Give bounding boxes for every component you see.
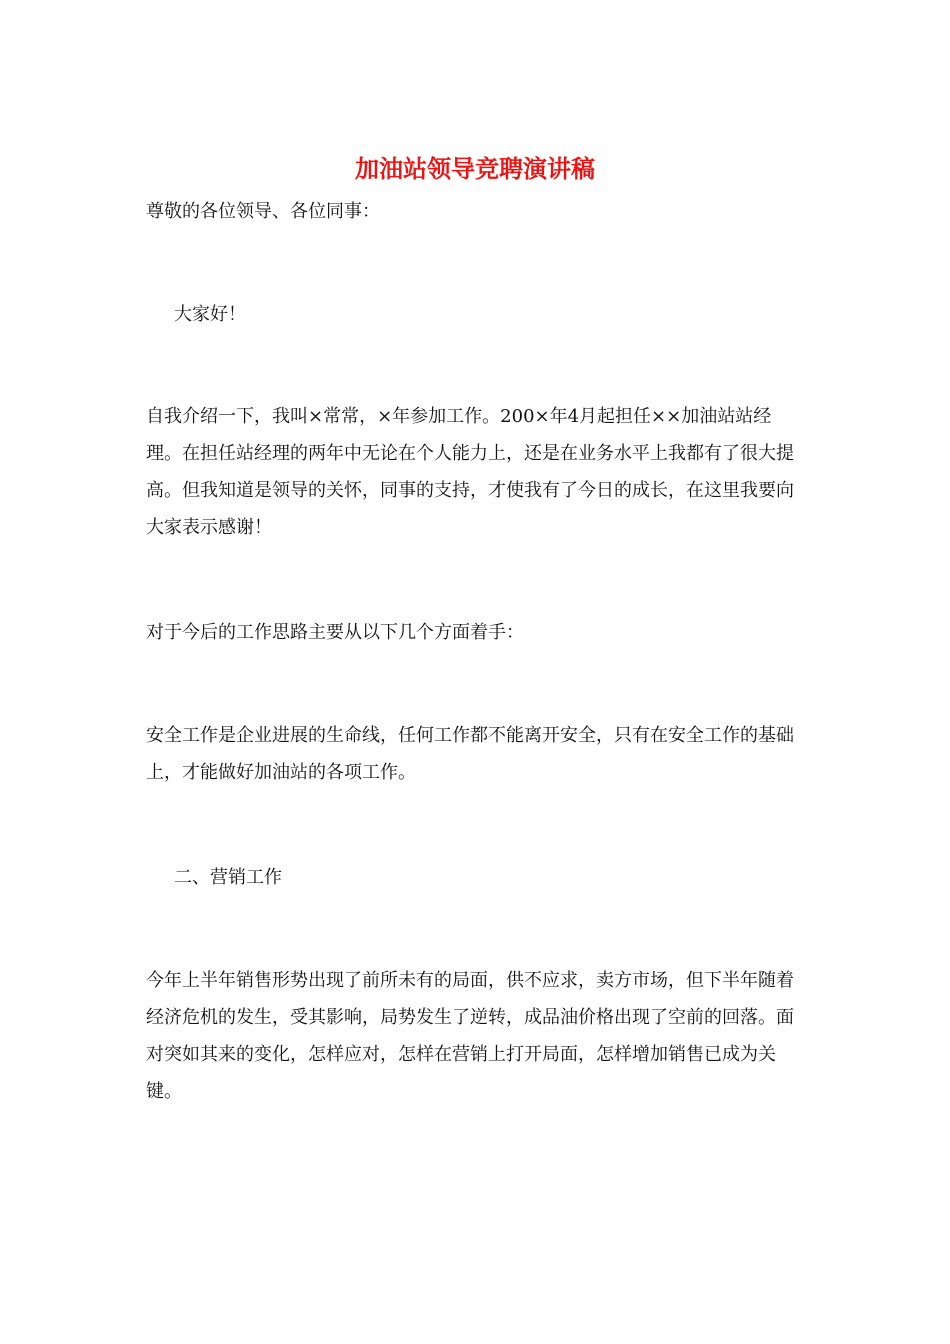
self-introduction-paragraph: 自我介绍一下，我叫×常常，×年参加工作。200×年4月起担任××加油站站经理。在担任站经理的两年中无论在个人能力上，还是在业务水平上我都有了很大提高。但我知道是领导的关怀，同事的支持，才使我有了今日的成长，在这里我要向大家表示感谢！ xyxy=(146,406,794,538)
document-title: 加油站领导竞聘演讲稿 xyxy=(355,154,595,183)
work-plan-intro: 对于今后的工作思路主要从以下几个方面着手： xyxy=(146,622,524,643)
safety-paragraph: 安全工作是企业进展的生命线，任何工作都不能离开安全，只有在安全工作的基础上，才能做好加油站的各项工作。 xyxy=(146,725,794,783)
salutation: 尊敬的各位领导、各位同事： xyxy=(146,201,380,222)
section-heading-marketing: 二、营销工作 xyxy=(174,867,282,888)
marketing-paragraph: 今年上半年销售形势出现了前所未有的局面，供不应求，卖方市场，但下半年随着经济危机的发生，受其影响，局势发生了逆转，成品油价格出现了空前的回落。面对突如其来的变化，怎样应对，怎样在营销上打开局面，怎样增加销售已成为关键。 xyxy=(146,970,794,1102)
greeting: 大家好！ xyxy=(174,304,246,325)
